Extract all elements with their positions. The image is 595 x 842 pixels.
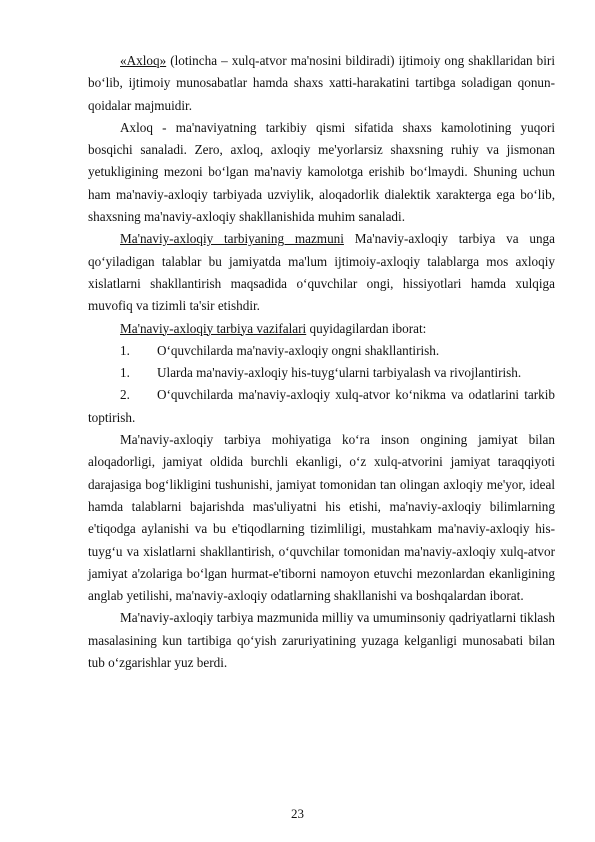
list-number: 1.	[120, 365, 130, 381]
list-text: O‘quvchilarda ma'naviy-axloqiy ongni shakllantirish.	[157, 342, 440, 358]
list-item	[88, 340, 555, 362]
list-number: 2.	[120, 387, 130, 403]
list-number: 1.	[120, 342, 130, 358]
paragraph-text: Ma'naviy-axloqiy tarbiya va unga qo‘yiladigan talablar bu jamiyatda ma'lum ijtimoiy-axloqiy talablarga mos axloqiy xislatlarni shakllantirish maqsadida o‘quvchilar ongi, hissiyotlari hamda xulqiga muvofiq va tizimli ta'sir etishdir.	[88, 231, 555, 314]
paragraph-qadriyatlar: Ma'naviy-axloqiy tarbiya mazmunida milliy va umuminsoniy qadriyatlarni tiklash masalasining kun tartibiga qo‘yish zaruriyatining yuzaga kelganligi munosabati bilan tub o‘zgarishlar yuz berdi.	[88, 610, 555, 671]
link-tarbiya-vazifalari[interactable]: Ma'naviy-axloqiy tarbiya vazifalari	[120, 320, 307, 336]
link-axloq[interactable]: «Axloq»	[120, 53, 167, 68]
paragraph-text: (lotincha – xulq-atvor ma'nosini bildiradi) ijtimoiy ong shakllaridan biri bo‘lib, ijtimoiy munosabatlar hamda shaxs xatti-harakatini tartibga soladigan qonun-qoidalar majmuidir.	[88, 53, 555, 113]
list-text: Ularda ma'naviy-axloqiy his-tuyg‘ularni tarbiyalash va rivojlantirish.	[157, 365, 522, 381]
paragraph-tarbiya-mohiyati: Ma'naviy-axloqiy tarbiya mohiyatiga ko‘ra inson ongining jamiyat bilan aloqadorligi, jamiyat oldida burchli ekanligi, o‘z xulq-atvorini jamiyat taraqqiyoti darajasiga bog‘likligini tushunishi, jamiyat tomonidan tan olingan axloqiy me'yor, ideal hamda talablarni bajarishda mas'uliyatni his etishi, ma'naviy-axloqiy bilimlarning e'tiqodga aylanishi va bu e'tiqodlarning tizimliligi, mustahkam ma'naviy-axloqiy his-tuyg‘u va xislatlarni shakllantirish, o‘quvchilar tomonidan ma'naviy-axloqiy xulq-atvor jamiyat a'zolariga bo‘lgan hurmat-e'tiborni namoyon etuvchi mezonlardan ekanligining anglab yetilishi, ma'naviy-axloqiy odatlarning shakllanishi va boshqalardan iborat.	[88, 432, 555, 604]
paragraph-axloq-definition	[88, 50, 555, 117]
list-item	[88, 362, 555, 384]
link-tarbiya-mazmuni[interactable]: Ma'naviy-axloqiy tarbiyaning mazmuni	[120, 231, 344, 247]
page-number: 23	[291, 806, 304, 821]
document-body	[88, 50, 555, 674]
paragraph-vazifalar-intro	[88, 318, 555, 340]
list-item	[88, 384, 555, 429]
paragraph-tarbiya-mazmuni	[88, 228, 555, 317]
paragraph-axloq-qism: Axloq - ma'naviyatning tarkibiy qismi sifatida shaxs kamolotining yuqori bosqichi sanaladi. Zero, axloq, axloqiy me'yorlarsiz shaxsning ruhiy va jismonan yetukligining mezoni bo‘lgan ma'naviy kamolotga erishib bo‘lmaydi. Shuning uchun ham ma'naviy-axloqiy tarbiyada uzviylik, aloqadorlik dialektik xarakterga ega bo‘lib, shaxsning ma'naviy-axloqiy shakllanishida muhim sanaladi.	[88, 119, 555, 225]
paragraph-text: quyidagilardan iborat:	[306, 320, 427, 336]
list-text: O‘quvchilarda ma'naviy-axloqiy xulq-atvor ko‘nikma va odatlarini tarkib toptirish.	[88, 387, 555, 425]
